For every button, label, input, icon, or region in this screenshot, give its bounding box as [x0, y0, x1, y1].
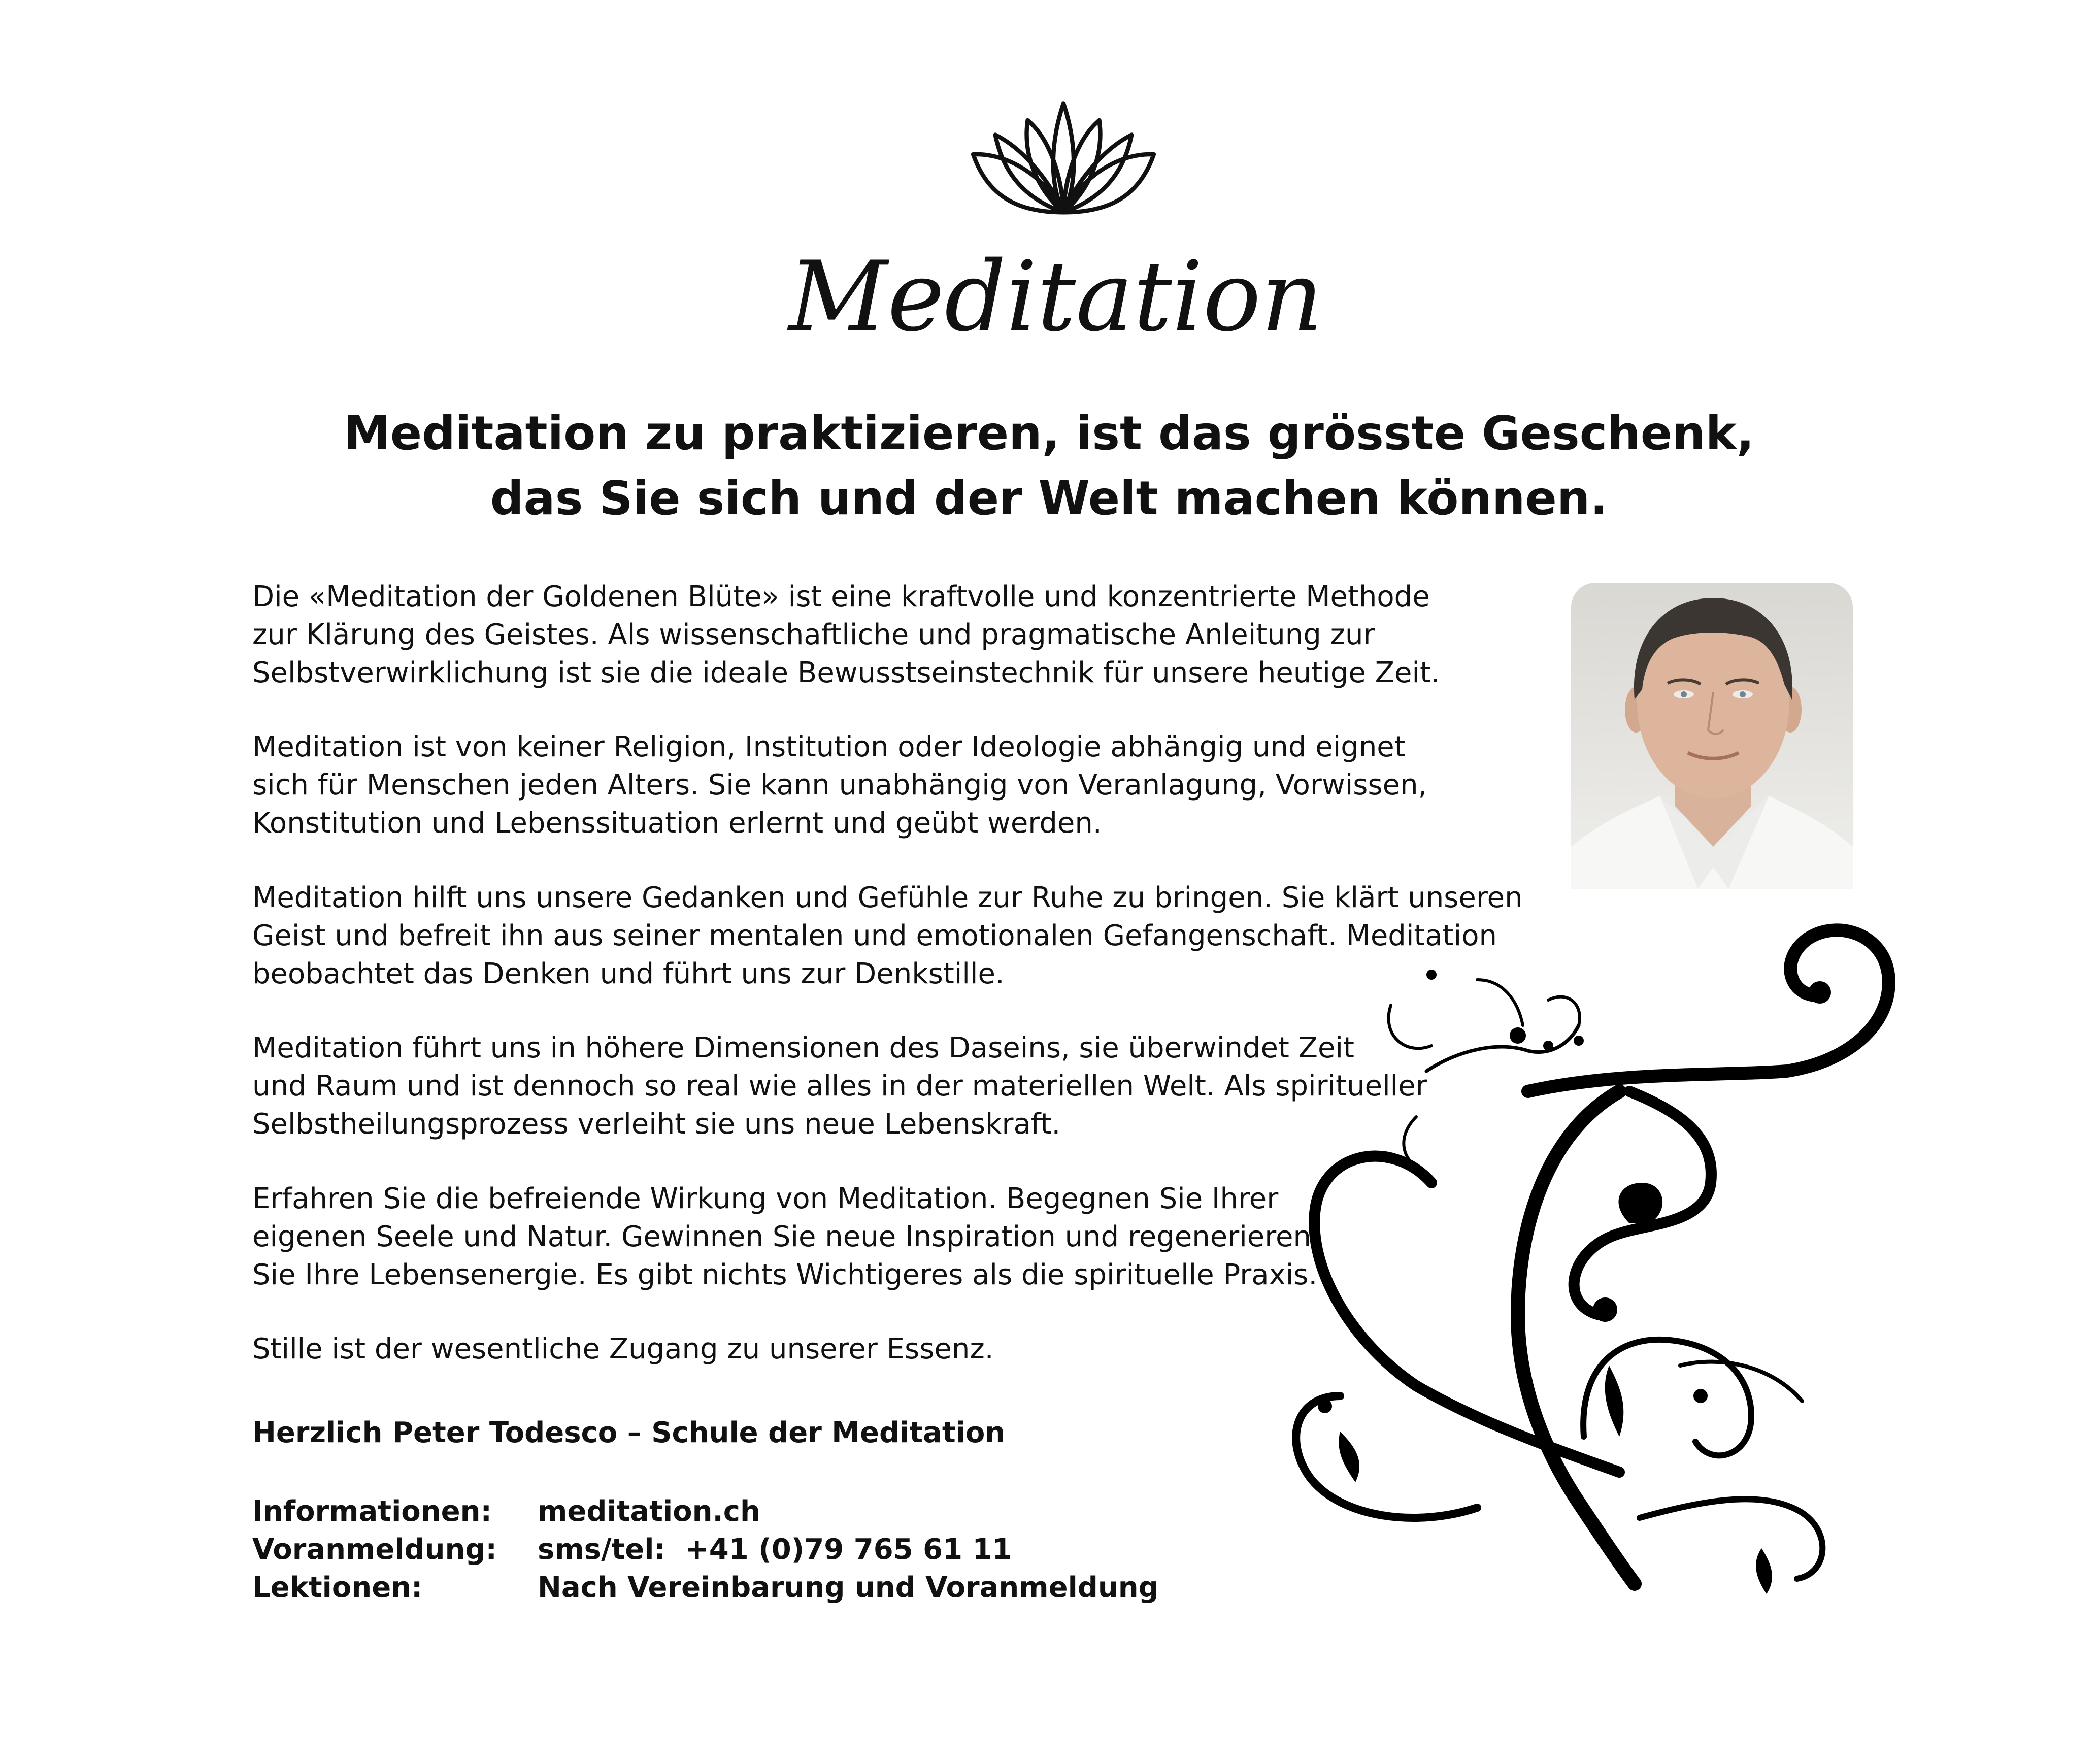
- paragraph-line: und Raum und ist dennoch so real wie alles in der materiellen Welt. Als spiritueller: [252, 1070, 1427, 1103]
- paragraph-line: Stille ist der wesentliche Zugang zu unserer Essenz.: [252, 1333, 994, 1366]
- portrait-illustration: [1571, 583, 1853, 889]
- paragraph-1: [252, 578, 1440, 692]
- paragraph-line: zur Klärung des Geistes. Als wissenschaftliche und pragmatische Anleitung zur: [252, 618, 1375, 651]
- info-website-link[interactable]: meditation.ch: [538, 1495, 760, 1528]
- info-row-voranmeldung: [252, 1530, 1012, 1569]
- headline-line-2: das Sie sich und der Welt machen können.: [490, 471, 1608, 525]
- paragraph-4: [252, 1029, 1427, 1143]
- paragraph-line: Meditation hilft uns unsere Gedanken und Gefühle zur Ruhe zu bringen. Sie klärt unseren: [252, 881, 1523, 914]
- paragraph-line: Meditation ist von keiner Religion, Institution oder Ideologie abhängig und eignet: [252, 730, 1406, 763]
- portrait-photo: [1571, 583, 1853, 889]
- script-title-logo: [788, 239, 1323, 376]
- lotus-icon: [967, 96, 1160, 216]
- paragraph-2: [252, 728, 1427, 842]
- paragraph-5: [252, 1180, 1317, 1294]
- paragraph-line: sich für Menschen jeden Alters. Sie kann unabhängig von Veranlagung, Vorwissen,: [252, 769, 1427, 802]
- paragraph-line: Konstitution und Lebenssituation erlernt und geübt werden.: [252, 807, 1102, 840]
- paragraph-line: Erfahren Sie die befreiende Wirkung von Meditation. Begegnen Sie Ihrer: [252, 1182, 1279, 1215]
- paragraph-line: Sie Ihre Lebensenergie. Es gibt nichts Wichtigeres als die spirituelle Praxis.: [252, 1258, 1318, 1291]
- paragraph-6: [252, 1330, 994, 1368]
- paragraph-line: Meditation führt uns in höhere Dimensionen des Daseins, sie überwindet Zeit: [252, 1031, 1354, 1064]
- info-row-lektionen: [252, 1569, 1159, 1607]
- headline-line-1: Meditation zu praktizieren, ist das grösste Geschenk,: [344, 406, 1754, 460]
- info-value: Nach Vereinbarung und Voranmeldung: [538, 1571, 1159, 1604]
- info-label: Informationen:: [252, 1495, 492, 1528]
- paragraph-line: beobachtet das Denken und führt uns zur Denkstille.: [252, 957, 1005, 990]
- paragraph-line: eigenen Seele und Natur. Gewinnen Sie neue Inspiration und regenerieren: [252, 1220, 1311, 1253]
- info-label: Lektionen:: [252, 1571, 423, 1604]
- greeting-signature: Herzlich Peter Todesco – Schule der Meditation: [252, 1416, 1006, 1449]
- paragraph-line: Selbstverwirklichung ist sie die ideale Bewusstseinstechnik für unsere heutige Zeit.: [252, 656, 1440, 689]
- floral-swirl-ornament: [1264, 919, 1924, 1619]
- script-title-text: Meditation: [788, 241, 1323, 353]
- paragraph-line: Die «Meditation der Goldenen Blüte» ist eine kraftvolle und konzentrierte Methode: [252, 580, 1430, 613]
- info-label: Voranmeldung:: [252, 1533, 497, 1566]
- info-phone: sms/tel: +41 (0)79 765 61 11: [538, 1533, 1012, 1566]
- paragraph-line: Selbstheilungsprozess verleiht sie uns neue Lebenskraft.: [252, 1108, 1061, 1141]
- info-row-informationen: [252, 1492, 760, 1530]
- paragraph-line: Geist und befreit ihn aus seiner mentalen und emotionalen Gefangenschaft. Meditation: [252, 919, 1497, 952]
